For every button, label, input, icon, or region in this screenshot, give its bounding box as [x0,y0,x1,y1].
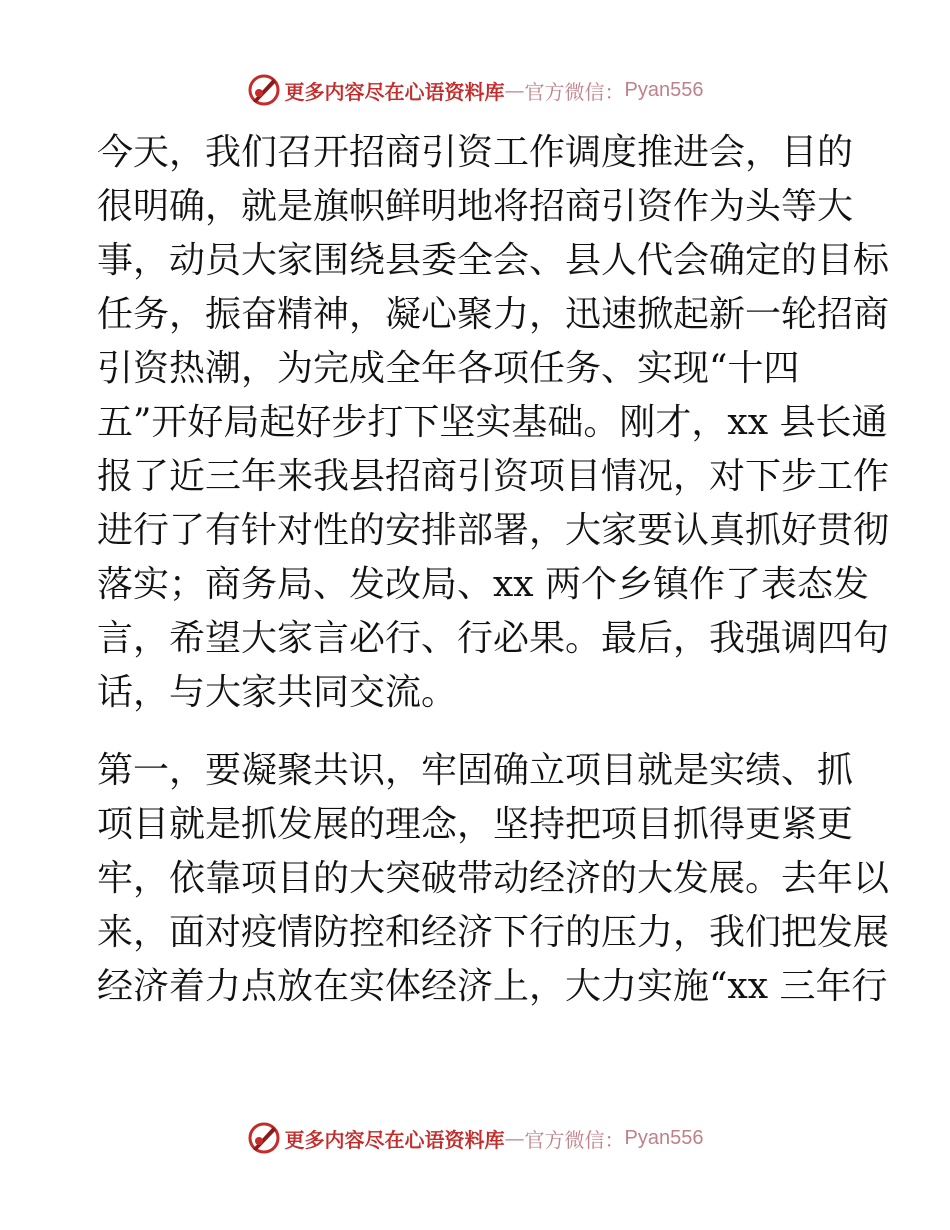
text-line: 牢，依靠项目的大突破带动经济的大发展。去年以 [97,858,890,899]
text-line: 很明确，就是旗帜鲜明地将招商引资作为头等大 [97,186,854,227]
text-line: 项目就是抓发展的理念，坚持把项目抓得更紧更 [97,804,854,845]
quill-logo-icon [247,73,281,107]
banner-wechat-label: 官方微信： [524,79,625,104]
header-banner [0,73,950,107]
text-line: 第一，要凝聚共识，牢固确立项目就是实绩、抓 [97,750,854,791]
quill-logo-icon [247,1121,281,1155]
paragraph-1 [97,126,890,720]
banner-dash: — [504,78,525,102]
text-line: 言，希望大家言必行、行必果。最后，我强调四句 [97,618,890,659]
text-line: 话，与大家共同交流。 [97,672,458,713]
text-line: 引资热潮，为完成全年各项任务、实现“十四 [97,348,800,389]
text-line: 落实；商务局、发改局、xx 两个乡镇作了表态发 [97,564,870,605]
banner-dash: — [504,1126,525,1150]
text-line: 报了近三年来我县招商引资项目情况，对下步工作 [97,456,890,497]
banner-wechat-label: 官方微信： [524,1127,625,1152]
text-line: 五”开好局起好步打下坚实基础。刚才，xx 县长通 [97,402,888,443]
banner-site-text: 更多内容尽在心语资料库 [284,1127,505,1152]
banner-wechat-id: Pyan556 [624,1126,704,1149]
footer-banner [0,1121,950,1155]
text-line: 来，面对疫情防控和经济下行的压力，我们把发展 [97,912,890,953]
text-line: 任务，振奋精神，凝心聚力，迅速掀起新一轮招商 [97,294,890,335]
document-body [97,126,890,1014]
banner-site-text: 更多内容尽在心语资料库 [284,79,505,104]
paragraph-2 [97,744,890,1014]
text-line: 经济着力点放在实体经济上，大力实施“xx 三年行 [97,966,888,1007]
text-line: 今天，我们召开招商引资工作调度推进会，目的 [97,132,854,173]
text-line: 事，动员大家围绕县委全会、县人代会确定的目标 [97,240,890,281]
banner-wechat-id: Pyan556 [624,78,704,101]
text-line: 进行了有针对性的安排部署，大家要认真抓好贯彻 [97,510,890,551]
